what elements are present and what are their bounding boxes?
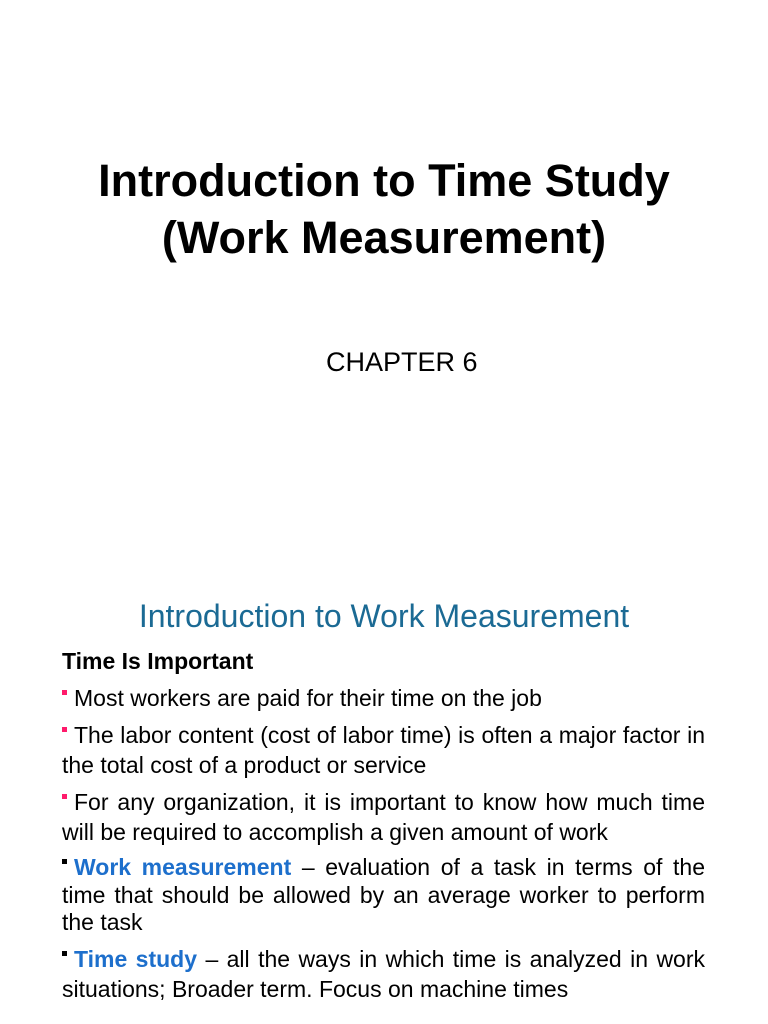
lead-text: Time Is Important [62, 648, 254, 674]
bullet-text: For any organization, it is important to know how much time will be required to accomplish a given amount of work [62, 789, 705, 845]
square-bullet-icon [62, 859, 67, 864]
slide-title-heading [0, 152, 768, 266]
title-line-2: (Work Measurement) [161, 212, 607, 263]
chapter-subtitle: CHAPTER 6 [326, 347, 478, 377]
title-line-1: Introduction to Time Study [98, 155, 670, 206]
term-time-study: Time study [74, 945, 198, 972]
bullet-text: The labor content (cost of labor time) is often a major factor in the total cost of a product or service [62, 722, 705, 778]
bullet-text: Most workers are paid for their time on the job [74, 685, 542, 711]
section-heading: Introduction to Work Measurement [138, 598, 630, 634]
list-item [62, 787, 705, 847]
content-body [62, 646, 705, 1011]
list-item [62, 720, 705, 780]
square-bullet-icon [62, 727, 67, 732]
bullet-text: – evaluation of a task in terms of the time that should be allowed by an average worker to perform the task [62, 854, 705, 935]
square-bullet-icon [62, 951, 67, 956]
list-item [62, 854, 705, 937]
list-item [62, 944, 705, 1004]
term-work-measurement: Work measurement [74, 854, 292, 880]
square-bullet-icon [62, 690, 67, 695]
list-item [62, 683, 705, 713]
bullet-text: – all the ways in which time is analyzed in work situations; Broader term. Focus on machine times [62, 945, 706, 1002]
square-bullet-icon [62, 794, 67, 799]
slide-content [0, 560, 768, 1024]
